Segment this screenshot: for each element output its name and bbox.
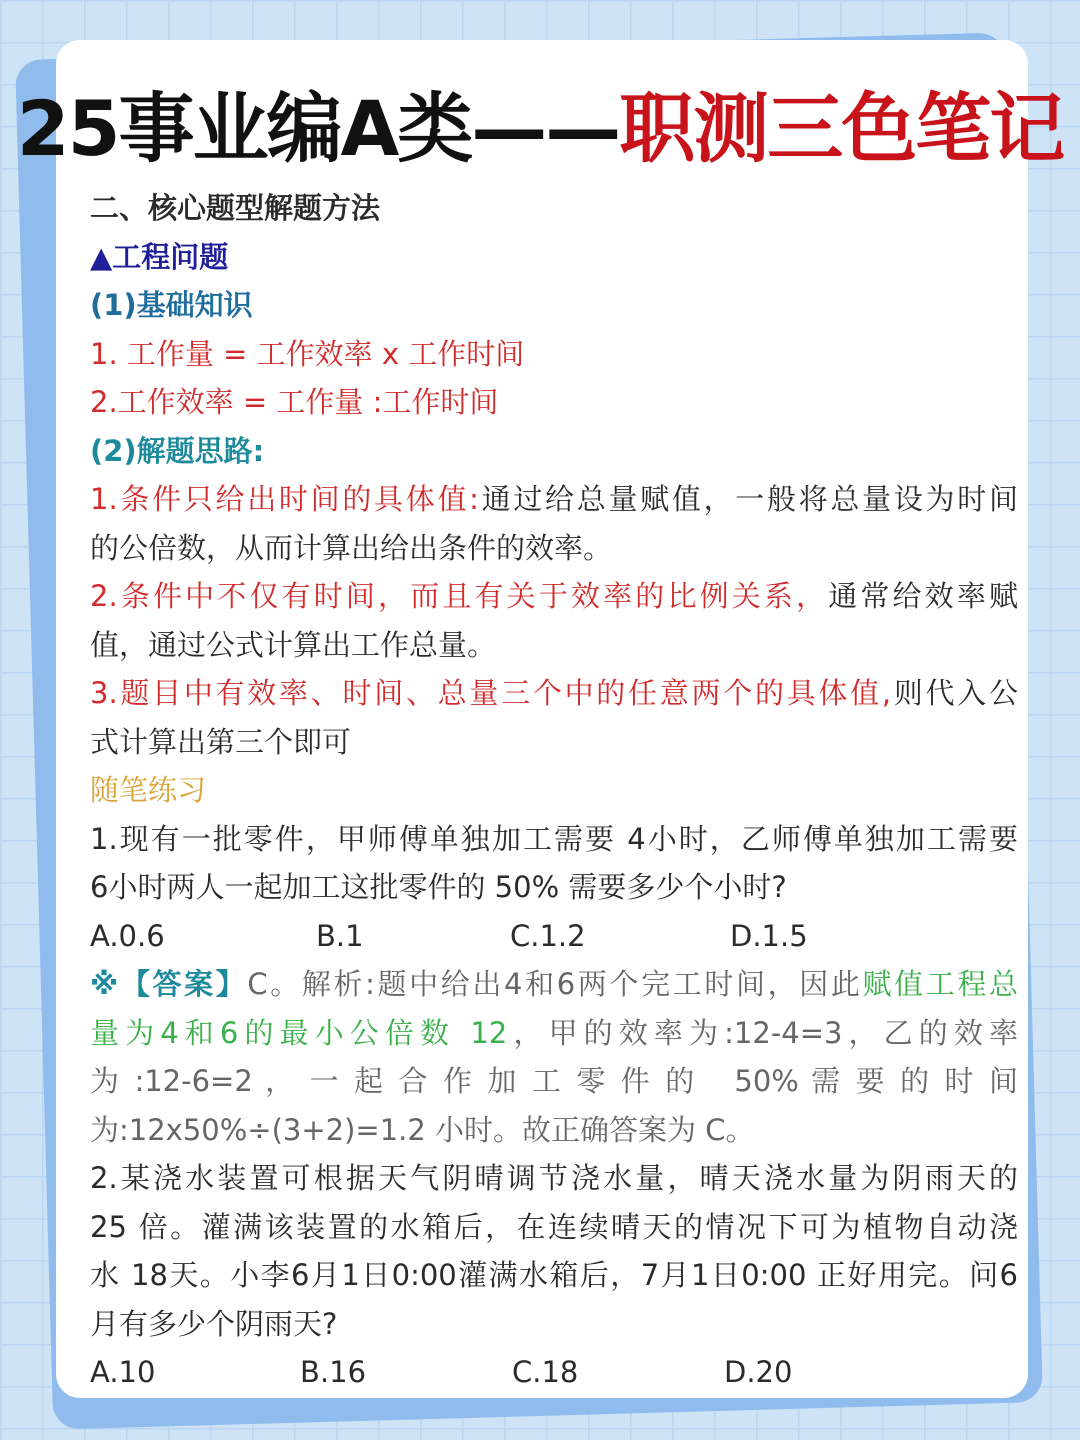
topic-heading: ▲工程问题 (90, 239, 229, 274)
question-1-options (90, 912, 1018, 961)
answer-1-line-3: 为 :12-6=2 ， 一 起 合 作 加 工 零 件 的 50% 需 要 的 时 间 (90, 1064, 1018, 1098)
option: C.1.2 (510, 918, 586, 953)
title-black: 25事业编A类—— (16, 84, 620, 173)
approach-item-1-rest: 通过给总量赋值，一般将总量设为时间 (478, 482, 1018, 516)
answer-1-line-2 (90, 1009, 1018, 1058)
section-heading: 二、核心题型解题方法 (90, 191, 381, 225)
approach-item-1-red: 1.条件只给出时间的具体值: (90, 482, 479, 516)
question-2-line-4: 月有多少个阴雨天? (90, 1306, 338, 1341)
question-1-line-1: 1.现有一批零件，甲师傅单独加工需要 4小时，乙师傅单独加工需要 (90, 821, 1018, 856)
approach-item-3-rest: 则代入公 (891, 676, 1018, 710)
option: C.18 (512, 1355, 579, 1389)
option: B.16 (300, 1355, 367, 1389)
answer-1-green-2: 量为4和6的最小公倍数 12 (90, 1015, 508, 1050)
question-2-options (90, 1348, 1018, 1397)
option: B.1 (316, 918, 364, 953)
title-red: 职测三色笔记 (619, 84, 1064, 173)
approach-item-1-line-1 (90, 475, 1018, 524)
option: A.10 (90, 1355, 156, 1389)
approach-item-2-line-1 (90, 572, 1018, 621)
question-1-line-2: 6小时两人一起加工这批零件的 50% 需要多少个小时? (90, 870, 787, 904)
approach-item-1-line-2: 的公倍数，从而计算出给出条件的效率。 (90, 530, 613, 565)
formula-1: 1. 工作量 = 工作效率 x 工作时间 (90, 336, 525, 371)
answer-mark: ※【答案】 (90, 967, 248, 1001)
practice-heading: 随笔练习 (90, 773, 207, 807)
answer-1-text-2: ，甲的效率为:12-4=3，乙的效率 (507, 1015, 1018, 1050)
answer-1-line-1 (90, 960, 1018, 1009)
note-content (90, 184, 1018, 1397)
approach-item-2-line-2: 值，通过公式计算出工作总量。 (90, 627, 497, 662)
option: D.1.5 (730, 918, 808, 953)
approach-heading: (2)解题思路: (90, 433, 265, 468)
option: A.0.6 (90, 918, 165, 953)
question-2-line-1: 2.某浇水装置可根据天气阴晴调节浇水量，晴天浇水量为阴雨天的 (90, 1161, 1018, 1195)
question-2-line-3: 水 18天。小李6月1日0:00灌满水箱后，7月1日0:00 正好用完。问6 (90, 1258, 1018, 1292)
question-2-line-2: 25 倍。灌满该装置的水箱后，在连续晴天的情况下可为植物自动浇 (90, 1209, 1018, 1244)
approach-item-2-red: 2.条件中不仅有时间，而且有关于效率的比例关系， (90, 579, 829, 613)
page-title (0, 84, 1080, 174)
approach-item-3-red: 3.题目中有效率、时间、总量三个中的任意两个的具体值, (90, 676, 892, 710)
answer-1-green-1: 赋值工程总 (862, 967, 1018, 1001)
answer-1-text-1: C。解析:题中给出4和6两个完工时间，因此 (247, 967, 863, 1001)
option: D.20 (724, 1355, 793, 1389)
answer-1-line-4: 为:12x50%÷(3+2)=1.2 小时。故正确答案为 C。 (90, 1112, 755, 1147)
approach-item-2-rest: 通常给效率赋 (828, 579, 1018, 613)
formula-2: 2.工作效率 = 工作量 :工作时间 (90, 385, 499, 419)
basics-heading: (1)基础知识 (90, 288, 253, 322)
approach-item-3-line-1 (90, 669, 1018, 718)
approach-item-3-line-2: 式计算出第三个即可 (90, 724, 352, 759)
